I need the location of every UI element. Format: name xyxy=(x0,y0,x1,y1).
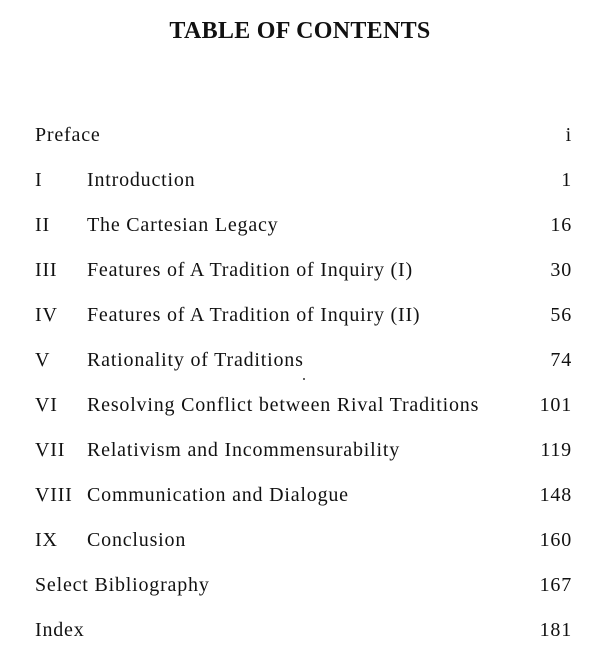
toc-entry-label: Communication and Dialogue xyxy=(87,484,349,506)
toc-entry-page: 16 xyxy=(550,214,572,236)
page-title: TABLE OF CONTENTS xyxy=(169,18,431,44)
toc-entry-label: Rationality of Traditions xyxy=(87,349,304,371)
toc-entry-number: IV xyxy=(35,304,58,326)
toc-entry-number: VI xyxy=(35,394,58,416)
toc-entry-page: i xyxy=(565,124,572,146)
toc-entry-bibliography xyxy=(0,566,600,611)
toc-entry-page: 160 xyxy=(539,529,572,551)
toc-entry-page: 167 xyxy=(539,574,572,596)
toc-entry-label: The Cartesian Legacy xyxy=(87,214,279,236)
toc-entry-index xyxy=(0,611,600,656)
toc-entry-label: Introduction xyxy=(87,169,196,191)
table-of-contents xyxy=(0,116,600,656)
toc-entry-page: 1 xyxy=(561,169,572,191)
toc-entry-chapter-2 xyxy=(0,206,600,251)
toc-entry-page: 74 xyxy=(550,349,572,371)
toc-entry-page: 148 xyxy=(539,484,572,506)
toc-entry-chapter-9 xyxy=(0,521,600,566)
toc-entry-label: Relativism and Incommensurability xyxy=(87,439,401,461)
toc-entry-chapter-4 xyxy=(0,296,600,341)
toc-entry-preface xyxy=(0,116,600,161)
toc-entry-label: Select Bibliography xyxy=(35,574,210,596)
toc-entry-number: VIII xyxy=(35,484,73,506)
toc-entry-number: IX xyxy=(35,529,58,551)
scan-speck xyxy=(303,378,305,380)
toc-entry-label: Index xyxy=(35,619,85,641)
toc-entry-number: VII xyxy=(35,439,66,461)
toc-entry-number: III xyxy=(35,259,58,281)
toc-entry-chapter-8 xyxy=(0,476,600,521)
toc-entry-number: I xyxy=(35,169,43,191)
toc-entry-page: 56 xyxy=(550,304,572,326)
toc-entry-number: V xyxy=(35,349,51,371)
toc-entry-chapter-3 xyxy=(0,251,600,296)
toc-entry-chapter-5 xyxy=(0,341,600,386)
toc-entry-number: II xyxy=(35,214,50,236)
toc-entry-chapter-7 xyxy=(0,431,600,476)
toc-entry-chapter-6 xyxy=(0,386,600,431)
toc-entry-label: Features of A Tradition of Inquiry (II) xyxy=(87,304,421,326)
toc-entry-label: Preface xyxy=(35,124,101,146)
toc-entry-label: Resolving Conflict between Rival Traditions xyxy=(87,394,480,416)
toc-entry-label: Features of A Tradition of Inquiry (I) xyxy=(87,259,413,281)
toc-entry-page: 119 xyxy=(540,439,572,461)
toc-entry-label: Conclusion xyxy=(87,529,187,551)
toc-entry-page: 30 xyxy=(550,259,572,281)
toc-entry-page: 101 xyxy=(539,394,572,416)
toc-entry-chapter-1 xyxy=(0,161,600,206)
toc-entry-page: 181 xyxy=(539,619,572,641)
